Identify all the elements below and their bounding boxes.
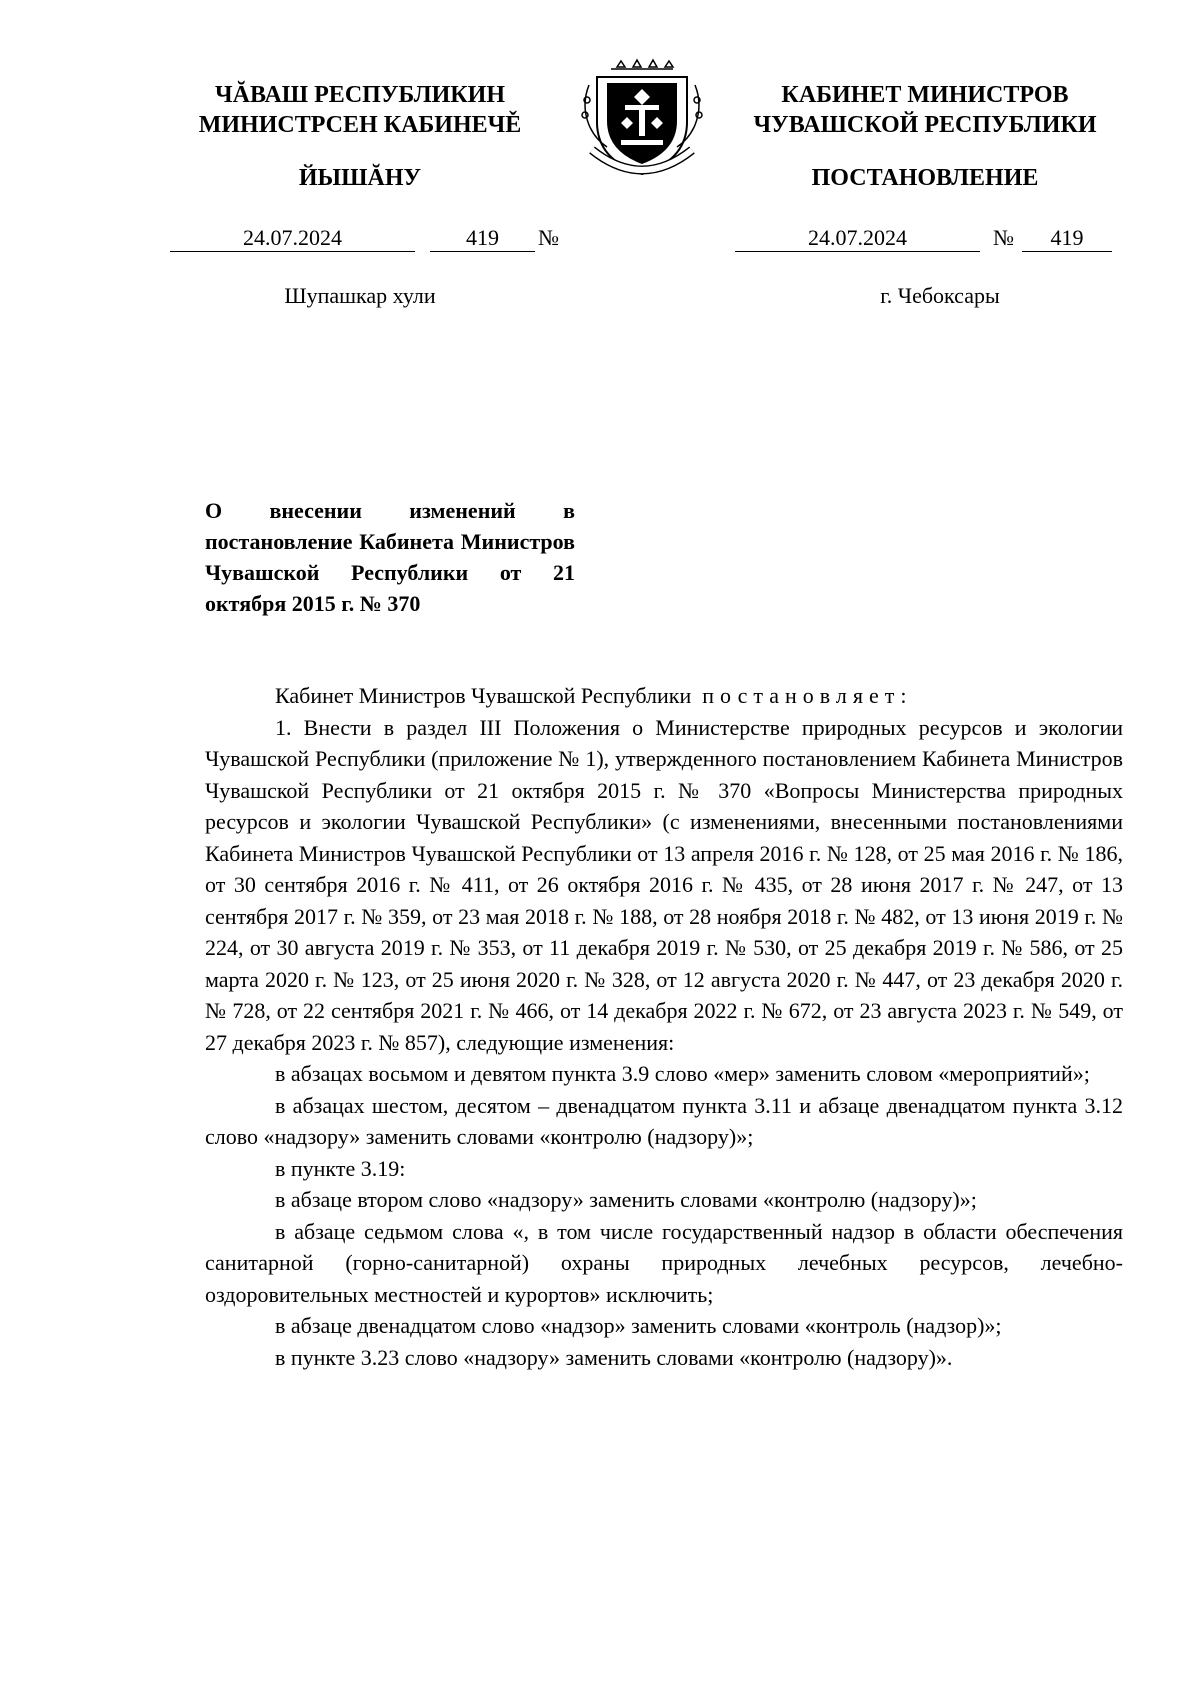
intro-verb: постановляет:: [702, 683, 913, 708]
paragraph-3: в абзацах шестом, десятом – двенадцатом пункта 3.11 и абзаце двенадцатом пункта 3.12 слово «надзору» заменить словами «контролю (надзору)»;: [205, 1092, 1123, 1149]
left-doc-type: ЙЫШĂНУ: [298, 165, 422, 191]
right-number-field: 419: [1022, 225, 1112, 252]
left-city: Шупашкар хули: [284, 283, 436, 308]
right-authority-line2: ЧУВАШСКОЙ РЕСПУБЛИКИ: [753, 112, 1097, 138]
left-number-sign: №: [538, 225, 559, 250]
right-authority-line1: КАБИНЕТ МИНИСТРОВ: [781, 82, 1069, 108]
right-date-field: 24.07.2024: [735, 225, 980, 252]
left-authority-line1: ЧĂВАШ РЕСПУБЛИКИН: [215, 82, 505, 108]
document-title: О внесении изменений в постановление Кабинета Министров Чувашской Республики от 21 октября 2015 г. № 370: [205, 498, 575, 616]
paragraph-4: в пункте 3.19:: [275, 1155, 406, 1181]
paragraph-8: в пункте 3.23 слово «надзору» заменить словами «контролю (надзору)».: [275, 1344, 953, 1370]
right-number-sign: №: [993, 225, 1014, 250]
left-date-field: 24.07.2024: [170, 225, 415, 252]
paragraph-6: в абзаце седьмом слова «, в том числе государственный надзор в области обеспечения санитарной (горно-санитарной) охраны природных лечебных ресурсов, лечебно-оздоровительных местностей и курортов» исключить;: [205, 1218, 1123, 1307]
paragraph-5: в абзаце втором слово «надзору» заменить словами «контролю (надзору)»;: [275, 1187, 977, 1212]
paragraph-7: в абзаце двенадцатом слово «надзор» заменить словами «контроль (надзор)»;: [275, 1313, 1002, 1338]
right-doc-type: ПОСТАНОВЛЕНИЕ: [811, 165, 1039, 191]
paragraph-2: в абзацах восьмом и девятом пункта 3.9 слово «мер» заменить словом «мероприятий»;: [275, 1061, 1090, 1086]
left-number-field: 419: [430, 225, 535, 252]
right-city: г. Чебоксары: [880, 283, 1000, 308]
paragraph-1: 1. Внести в раздел III Положения о Министерстве природных ресурсов и экологии Чувашской Республики (приложение № 1), утвержденного постановлением Кабинета Министров Чувашской Республики от 21 октября 2015 г. № 370 «Вопросы Министерства природных ресурсов и экологии Чувашской Республики» (с изменениями, внесенными постановлениями Кабинета Министров Чувашской Республики от 13 апреля 2016 г. № 128, от 25 мая 2016 г. № 186, от 30 сентября 2016 г. № 411, от 26 октября 2016 г. № 435, от 28 июня 2017 г. № 247, от 13 сентября 2017 г. № 359, от 23 мая 2018 г. № 188, от 28 ноября 2018 г. № 482, от 13 июня 2019 г. № 224, от 30 августа 2019 г. № 353, от 11 декабря 2019 г. № 530, от 25 декабря 2019 г. № 586, от 25 марта 2020 г. № 123, от 25 июня 2020 г. № 328, от 12 августа 2020 г. № 447, от 23 декабря 2020 г. № 728, от 22 сентября 2021 г. № 466, от 14 декабря 2022 г. № 672, от 23 августа 2023 г. № 549, от 27 декабря 2023 г. № 857), следующие изменения:: [205, 714, 1123, 1055]
chuvash-coat-of-arms-icon: [567, 55, 717, 180]
left-authority-name: [150, 80, 570, 140]
right-authority-name: [700, 80, 1150, 140]
intro-lead: Кабинет Министров Чувашской Республики: [275, 683, 692, 708]
left-authority-line2: МИНИСТРСЕН КАБИНЕЧĚ: [198, 112, 522, 138]
intro-paragraph: [205, 680, 1123, 712]
document-body: [205, 680, 1123, 1373]
